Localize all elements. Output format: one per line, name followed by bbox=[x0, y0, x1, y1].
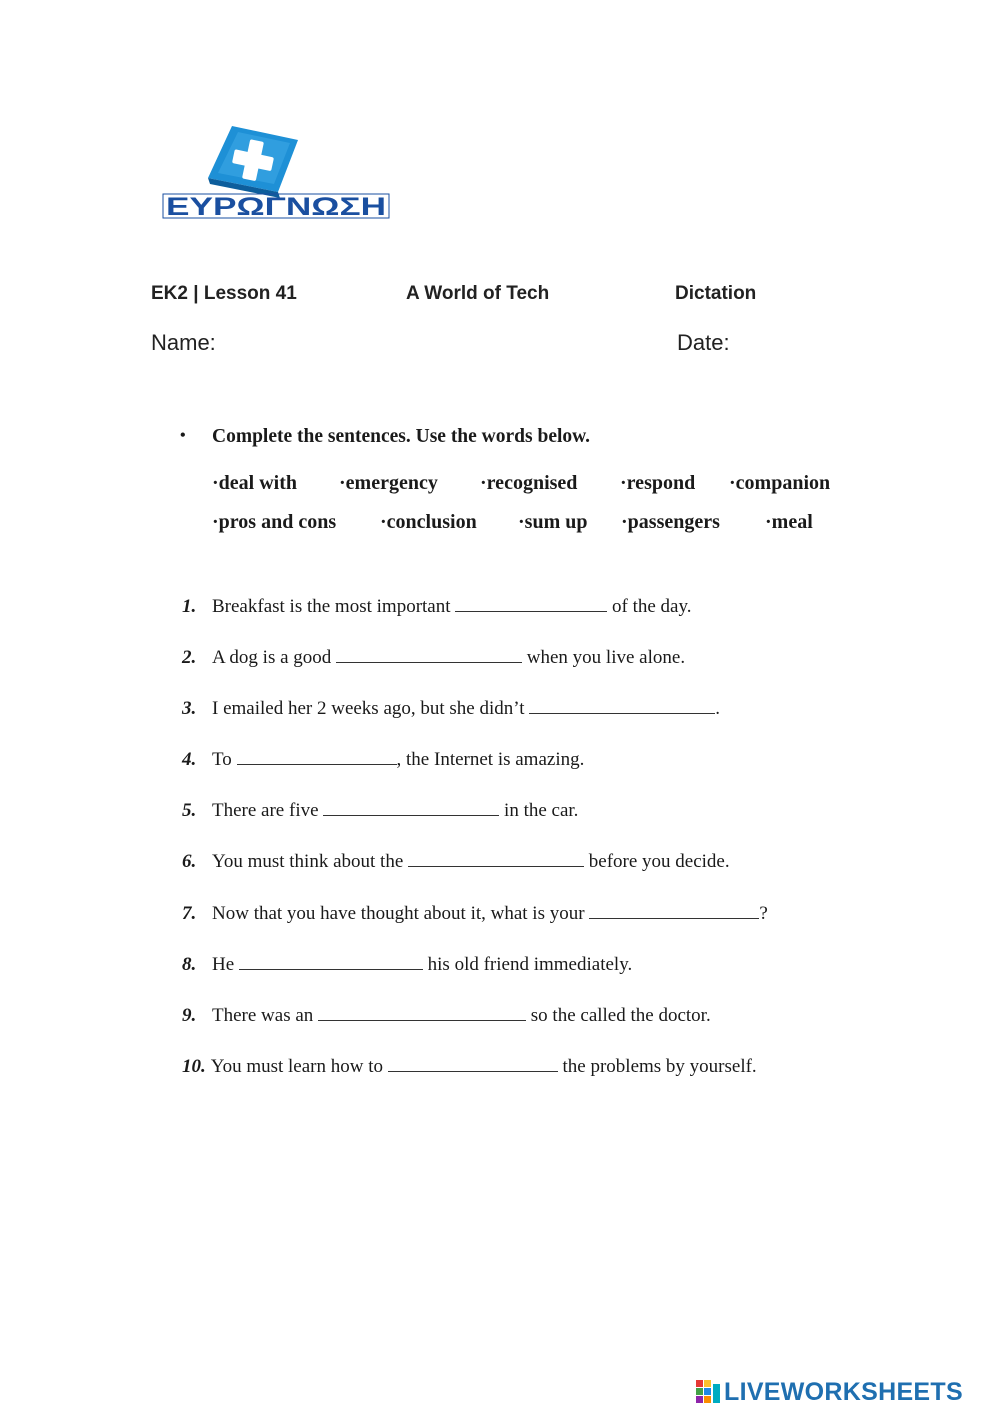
name-label: Name: bbox=[151, 330, 216, 355]
question-8 bbox=[182, 952, 768, 1003]
answer-blank[interactable] bbox=[529, 696, 715, 714]
date-label: Date: bbox=[677, 330, 730, 355]
question-number: 7. bbox=[182, 902, 197, 924]
topic-title: A World of Tech bbox=[406, 283, 550, 304]
word-bank-row-2 bbox=[212, 511, 872, 539]
question-7 bbox=[182, 901, 768, 952]
answer-blank[interactable] bbox=[336, 645, 522, 663]
question-3 bbox=[182, 696, 768, 747]
bullet-icon: • bbox=[180, 427, 186, 444]
worksheet-header bbox=[0, 283, 1000, 309]
question-text-after: the problems by yourself. bbox=[557, 1055, 757, 1077]
svg-text:ΕΥΡΩΓΝΩΣΗ: ΕΥΡΩΓΝΩΣΗ bbox=[166, 193, 386, 221]
question-text-before: There was an bbox=[212, 1004, 319, 1026]
question-text-after: ? bbox=[759, 902, 768, 924]
instruction-text: Complete the sentences. Use the words below. bbox=[212, 426, 591, 447]
answer-blank[interactable] bbox=[408, 849, 584, 867]
question-text-before: Breakfast is the most important bbox=[212, 596, 456, 617]
instruction bbox=[180, 426, 590, 448]
question-4 bbox=[182, 747, 768, 798]
euroglossi-logo bbox=[160, 122, 392, 222]
question-number: 9. bbox=[182, 1004, 197, 1026]
word-bank-item: ·pros and cons bbox=[212, 511, 337, 533]
question-1 bbox=[182, 594, 768, 645]
question-text-after: before you decide. bbox=[584, 851, 730, 873]
word-bank-item: ·sum up bbox=[518, 511, 588, 533]
answer-blank[interactable] bbox=[589, 901, 759, 919]
answer-blank[interactable] bbox=[237, 747, 397, 765]
word-bank-item: ·passengers bbox=[621, 511, 720, 533]
question-text-before: There are five bbox=[212, 800, 324, 822]
word-bank-item: ·meal bbox=[765, 511, 813, 533]
activity-type: Dictation bbox=[675, 283, 757, 304]
question-number: 2. bbox=[182, 647, 197, 669]
question-text-before: To bbox=[212, 749, 237, 771]
question-number: 6. bbox=[182, 851, 197, 873]
question-text-after: of the day. bbox=[607, 596, 692, 617]
word-bank-item: ·conclusion bbox=[380, 511, 477, 533]
liveworksheets-brand[interactable]: LIVEWORKSHEETS bbox=[724, 1378, 963, 1406]
answer-blank[interactable] bbox=[239, 952, 423, 970]
question-text-before: He bbox=[212, 953, 239, 975]
question-text-before: A dog is a good bbox=[212, 647, 337, 669]
word-bank-item: ·emergency bbox=[339, 472, 438, 494]
word-bank-item: ·respond bbox=[620, 472, 696, 494]
question-number: 4. bbox=[182, 749, 197, 771]
question-number: 3. bbox=[182, 698, 197, 720]
question-10 bbox=[182, 1054, 768, 1105]
question-number: 5. bbox=[182, 800, 197, 822]
course-lesson: EK2 | Lesson 41 bbox=[151, 283, 297, 304]
word-bank-item: ·companion bbox=[729, 472, 831, 494]
question-text-after: . bbox=[715, 698, 721, 720]
question-2 bbox=[182, 645, 768, 696]
question-6 bbox=[182, 849, 768, 900]
answer-blank[interactable] bbox=[318, 1003, 526, 1021]
answer-blank[interactable] bbox=[323, 798, 499, 816]
question-9 bbox=[182, 1003, 768, 1054]
question-text-after: in the car. bbox=[499, 800, 579, 822]
question-text-before: You must think about the bbox=[212, 851, 409, 873]
logo-graphic bbox=[160, 122, 392, 222]
question-text-before: I emailed her 2 weeks ago, but she didn’t bbox=[212, 698, 530, 720]
question-5 bbox=[182, 798, 768, 849]
liveworksheets-footer bbox=[696, 1378, 996, 1408]
word-bank-item: ·deal with bbox=[212, 472, 298, 494]
question-text-before: Now that you have thought about it, what is your bbox=[212, 902, 590, 924]
question-text-after: when you live alone. bbox=[522, 647, 686, 669]
question-list bbox=[182, 594, 768, 1105]
question-text-after: his old friend immediately. bbox=[422, 953, 633, 975]
question-text-after: so the called the doctor. bbox=[526, 1004, 711, 1026]
question-text-after: , the Internet is amazing. bbox=[396, 749, 585, 771]
question-text-before: You must learn how to bbox=[210, 1055, 388, 1077]
student-info bbox=[0, 330, 1000, 360]
question-number: 8. bbox=[182, 953, 197, 975]
question-number: 1. bbox=[182, 596, 197, 617]
answer-blank[interactable] bbox=[455, 594, 607, 612]
word-bank-item: ·recognised bbox=[480, 472, 578, 494]
liveworksheets-logo-icon bbox=[696, 1380, 722, 1408]
word-bank-row-1 bbox=[212, 472, 872, 500]
answer-blank[interactable] bbox=[388, 1054, 558, 1072]
question-number: 10. bbox=[182, 1055, 206, 1077]
